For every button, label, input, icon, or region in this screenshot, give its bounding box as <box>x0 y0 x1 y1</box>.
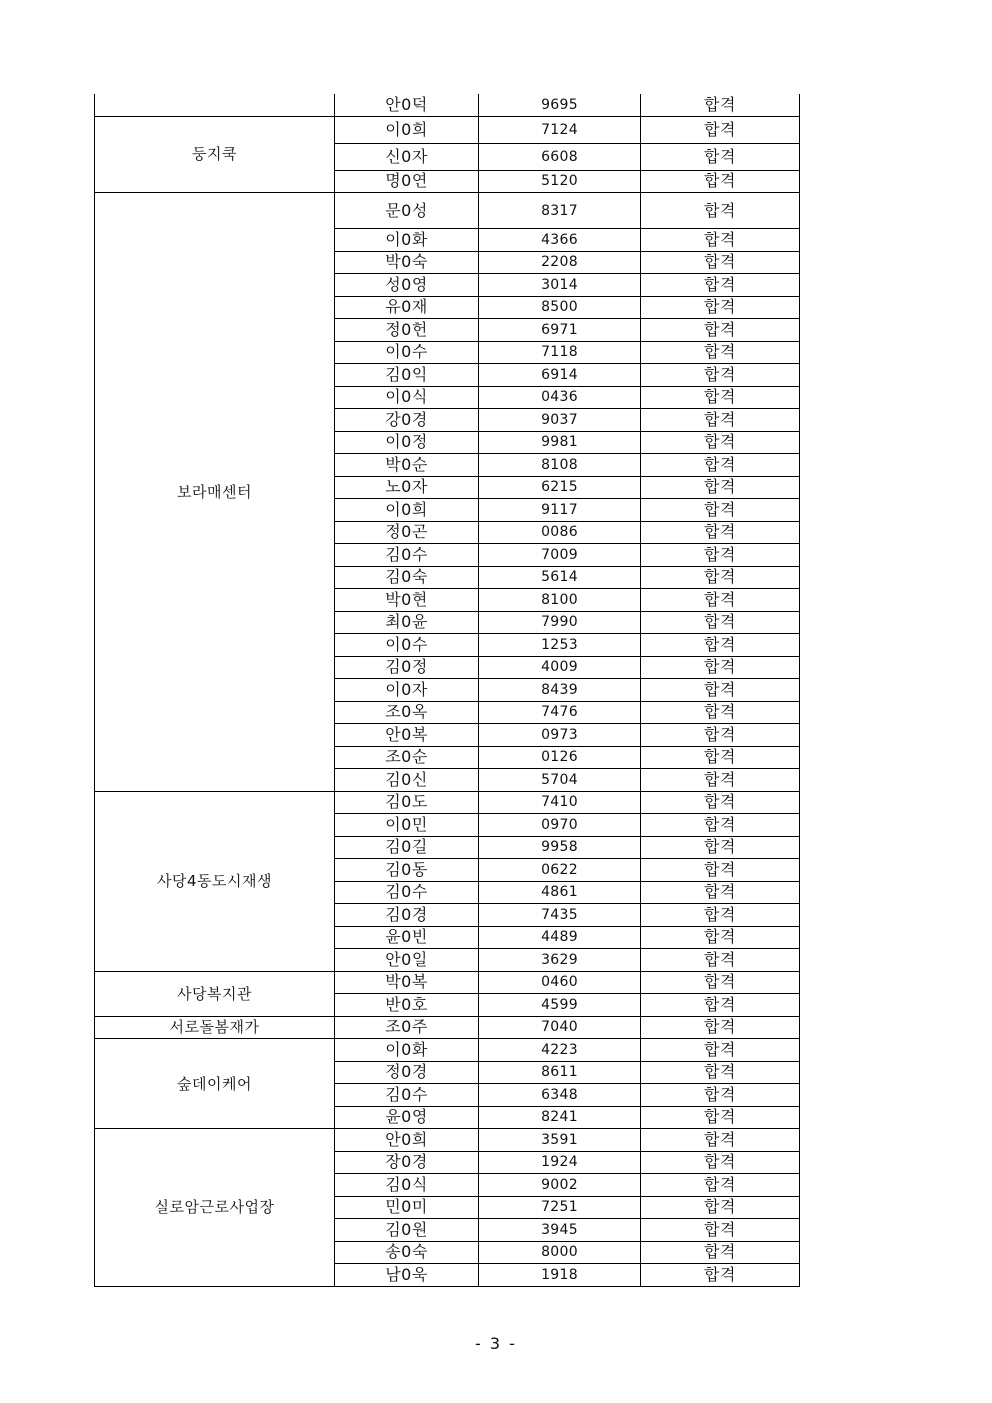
result-cell: 합격 <box>641 881 800 904</box>
result-cell: 합격 <box>641 386 800 409</box>
applicant-name-cell: 김0동 <box>335 859 479 882</box>
table-row <box>95 791 800 814</box>
applicant-number-cell: 0460 <box>479 971 641 994</box>
applicant-number-cell: 4599 <box>479 994 641 1017</box>
organization-cell: 실로암근로사업장 <box>95 1129 335 1287</box>
result-cell: 합격 <box>641 229 800 252</box>
applicant-name-cell: 이0수 <box>335 341 479 364</box>
applicant-name-cell: 조0주 <box>335 1016 479 1039</box>
applicant-number-cell: 0436 <box>479 386 641 409</box>
results-table-body <box>95 94 800 1286</box>
result-cell: 합격 <box>641 1241 800 1264</box>
applicant-name-cell: 정0경 <box>335 1061 479 1084</box>
result-cell: 합격 <box>641 94 800 116</box>
result-cell: 합격 <box>641 994 800 1017</box>
applicant-number-cell: 7009 <box>479 544 641 567</box>
applicant-name-cell: 신0자 <box>335 143 479 170</box>
applicant-name-cell: 김0정 <box>335 656 479 679</box>
result-cell: 합격 <box>641 341 800 364</box>
applicant-name-cell: 윤0빈 <box>335 926 479 949</box>
applicant-number-cell: 8439 <box>479 679 641 702</box>
organization-cell: 보라매센터 <box>95 193 335 792</box>
applicant-number-cell: 7251 <box>479 1196 641 1219</box>
applicant-number-cell: 0622 <box>479 859 641 882</box>
applicant-number-cell: 3014 <box>479 274 641 297</box>
applicant-name-cell: 이0희 <box>335 116 479 143</box>
applicant-name-cell: 장0경 <box>335 1151 479 1174</box>
result-cell: 합격 <box>641 409 800 432</box>
applicant-name-cell: 안0복 <box>335 724 479 747</box>
applicant-number-cell: 8500 <box>479 296 641 319</box>
organization-cell: 서로돌봄재가 <box>95 1016 335 1039</box>
applicant-number-cell: 9958 <box>479 836 641 859</box>
result-cell: 합격 <box>641 1196 800 1219</box>
applicant-name-cell: 노0자 <box>335 476 479 499</box>
result-cell: 합격 <box>641 926 800 949</box>
applicant-number-cell: 6971 <box>479 319 641 342</box>
applicant-name-cell: 김0신 <box>335 769 479 792</box>
result-cell: 합격 <box>641 1106 800 1129</box>
table-row <box>95 1039 800 1062</box>
result-cell: 합격 <box>641 476 800 499</box>
applicant-name-cell: 정0곤 <box>335 521 479 544</box>
applicant-number-cell: 8108 <box>479 454 641 477</box>
applicant-number-cell: 5120 <box>479 170 641 193</box>
result-cell: 합격 <box>641 1219 800 1242</box>
result-cell: 합격 <box>641 143 800 170</box>
applicant-name-cell: 반0호 <box>335 994 479 1017</box>
applicant-number-cell: 2208 <box>479 251 641 274</box>
result-cell: 합격 <box>641 521 800 544</box>
result-cell: 합격 <box>641 116 800 143</box>
table-row <box>95 116 800 143</box>
applicant-name-cell: 송0숙 <box>335 1241 479 1264</box>
result-cell: 합격 <box>641 611 800 634</box>
applicant-name-cell: 김0원 <box>335 1219 479 1242</box>
applicant-number-cell: 9695 <box>479 94 641 116</box>
applicant-number-cell: 7476 <box>479 701 641 724</box>
result-cell: 합격 <box>641 724 800 747</box>
applicant-name-cell: 안0희 <box>335 1129 479 1152</box>
result-cell: 합격 <box>641 1129 800 1152</box>
applicant-name-cell: 정0헌 <box>335 319 479 342</box>
result-cell: 합격 <box>641 1151 800 1174</box>
applicant-name-cell: 김0도 <box>335 791 479 814</box>
table-row <box>95 193 800 229</box>
organization-cell: 사당복지관 <box>95 971 335 1016</box>
applicant-number-cell: 7990 <box>479 611 641 634</box>
result-cell: 합격 <box>641 1084 800 1107</box>
applicant-number-cell: 8241 <box>479 1106 641 1129</box>
applicant-number-cell: 4366 <box>479 229 641 252</box>
applicant-number-cell: 0973 <box>479 724 641 747</box>
result-cell: 합격 <box>641 274 800 297</box>
applicant-name-cell: 안0덕 <box>335 94 479 116</box>
applicant-name-cell: 조0옥 <box>335 701 479 724</box>
applicant-number-cell: 7118 <box>479 341 641 364</box>
applicant-name-cell: 이0희 <box>335 499 479 522</box>
result-cell: 합격 <box>641 193 800 229</box>
applicant-number-cell: 9002 <box>479 1174 641 1197</box>
applicant-name-cell: 김0길 <box>335 836 479 859</box>
applicant-number-cell: 1253 <box>479 634 641 657</box>
result-cell: 합격 <box>641 836 800 859</box>
applicant-name-cell: 민0미 <box>335 1196 479 1219</box>
result-cell: 합격 <box>641 431 800 454</box>
applicant-name-cell: 안0일 <box>335 949 479 972</box>
applicant-number-cell: 4009 <box>479 656 641 679</box>
applicant-name-cell: 이0자 <box>335 679 479 702</box>
applicant-name-cell: 김0수 <box>335 1084 479 1107</box>
table-row <box>95 94 800 116</box>
applicant-name-cell: 김0수 <box>335 544 479 567</box>
table-row <box>95 971 800 994</box>
result-cell: 합격 <box>641 1174 800 1197</box>
result-cell: 합격 <box>641 949 800 972</box>
applicant-name-cell: 명0연 <box>335 170 479 193</box>
applicant-number-cell: 6348 <box>479 1084 641 1107</box>
result-cell: 합격 <box>641 566 800 589</box>
applicant-number-cell: 3591 <box>479 1129 641 1152</box>
result-cell: 합격 <box>641 904 800 927</box>
applicant-number-cell: 7124 <box>479 116 641 143</box>
applicant-number-cell: 6914 <box>479 364 641 387</box>
result-cell: 합격 <box>641 319 800 342</box>
result-cell: 합격 <box>641 544 800 567</box>
applicant-name-cell: 박0순 <box>335 454 479 477</box>
result-cell: 합격 <box>641 701 800 724</box>
applicant-number-cell: 7435 <box>479 904 641 927</box>
applicant-name-cell: 성0영 <box>335 274 479 297</box>
result-cell: 합격 <box>641 170 800 193</box>
applicant-name-cell: 박0현 <box>335 589 479 612</box>
result-cell: 합격 <box>641 791 800 814</box>
applicant-number-cell: 3945 <box>479 1219 641 1242</box>
applicant-name-cell: 김0수 <box>335 881 479 904</box>
applicant-number-cell: 5704 <box>479 769 641 792</box>
applicant-name-cell: 조0순 <box>335 746 479 769</box>
organization-cell: 숲데이케어 <box>95 1039 335 1129</box>
applicant-name-cell: 김0식 <box>335 1174 479 1197</box>
table-row <box>95 1016 800 1039</box>
applicant-name-cell: 김0숙 <box>335 566 479 589</box>
applicant-name-cell: 남0욱 <box>335 1264 479 1287</box>
applicant-number-cell: 9981 <box>479 431 641 454</box>
applicant-name-cell: 이0화 <box>335 1039 479 1062</box>
applicant-name-cell: 이0수 <box>335 634 479 657</box>
result-cell: 합격 <box>641 656 800 679</box>
applicant-name-cell: 최0윤 <box>335 611 479 634</box>
applicant-number-cell: 6215 <box>479 476 641 499</box>
result-cell: 합격 <box>641 251 800 274</box>
results-table <box>94 94 800 1287</box>
applicant-name-cell: 문0성 <box>335 193 479 229</box>
applicant-number-cell: 6608 <box>479 143 641 170</box>
table-row <box>95 1129 800 1152</box>
result-cell: 합격 <box>641 1016 800 1039</box>
result-cell: 합격 <box>641 589 800 612</box>
result-cell: 합격 <box>641 499 800 522</box>
applicant-name-cell: 박0복 <box>335 971 479 994</box>
organization-cell <box>95 94 335 116</box>
applicant-number-cell: 4223 <box>479 1039 641 1062</box>
applicant-number-cell: 7040 <box>479 1016 641 1039</box>
applicant-number-cell: 4489 <box>479 926 641 949</box>
result-cell: 합격 <box>641 454 800 477</box>
applicant-name-cell: 강0경 <box>335 409 479 432</box>
organization-cell: 사당4동도시재생 <box>95 791 335 971</box>
result-cell: 합격 <box>641 679 800 702</box>
applicant-number-cell: 0086 <box>479 521 641 544</box>
applicant-name-cell: 유0재 <box>335 296 479 319</box>
applicant-number-cell: 5614 <box>479 566 641 589</box>
result-cell: 합격 <box>641 1039 800 1062</box>
result-cell: 합격 <box>641 364 800 387</box>
result-cell: 합격 <box>641 746 800 769</box>
result-cell: 합격 <box>641 1264 800 1287</box>
applicant-number-cell: 3629 <box>479 949 641 972</box>
applicant-name-cell: 박0숙 <box>335 251 479 274</box>
applicant-number-cell: 4861 <box>479 881 641 904</box>
applicant-number-cell: 8317 <box>479 193 641 229</box>
result-cell: 합격 <box>641 296 800 319</box>
applicant-name-cell: 이0식 <box>335 386 479 409</box>
applicant-number-cell: 1924 <box>479 1151 641 1174</box>
applicant-number-cell: 9037 <box>479 409 641 432</box>
applicant-number-cell: 0126 <box>479 746 641 769</box>
applicant-number-cell: 8100 <box>479 589 641 612</box>
result-cell: 합격 <box>641 814 800 837</box>
applicant-name-cell: 이0화 <box>335 229 479 252</box>
applicant-name-cell: 이0정 <box>335 431 479 454</box>
applicant-number-cell: 7410 <box>479 791 641 814</box>
applicant-number-cell: 0970 <box>479 814 641 837</box>
applicant-name-cell: 윤0영 <box>335 1106 479 1129</box>
result-cell: 합격 <box>641 971 800 994</box>
result-cell: 합격 <box>641 769 800 792</box>
applicant-name-cell: 김0익 <box>335 364 479 387</box>
applicant-name-cell: 이0민 <box>335 814 479 837</box>
result-cell: 합격 <box>641 634 800 657</box>
applicant-number-cell: 8000 <box>479 1241 641 1264</box>
applicant-number-cell: 1918 <box>479 1264 641 1287</box>
applicant-number-cell: 9117 <box>479 499 641 522</box>
applicant-name-cell: 김0경 <box>335 904 479 927</box>
page-number: - 3 - <box>475 1334 517 1353</box>
organization-cell: 둥지쿡 <box>95 116 335 193</box>
result-cell: 합격 <box>641 1061 800 1084</box>
result-cell: 합격 <box>641 859 800 882</box>
applicant-number-cell: 8611 <box>479 1061 641 1084</box>
